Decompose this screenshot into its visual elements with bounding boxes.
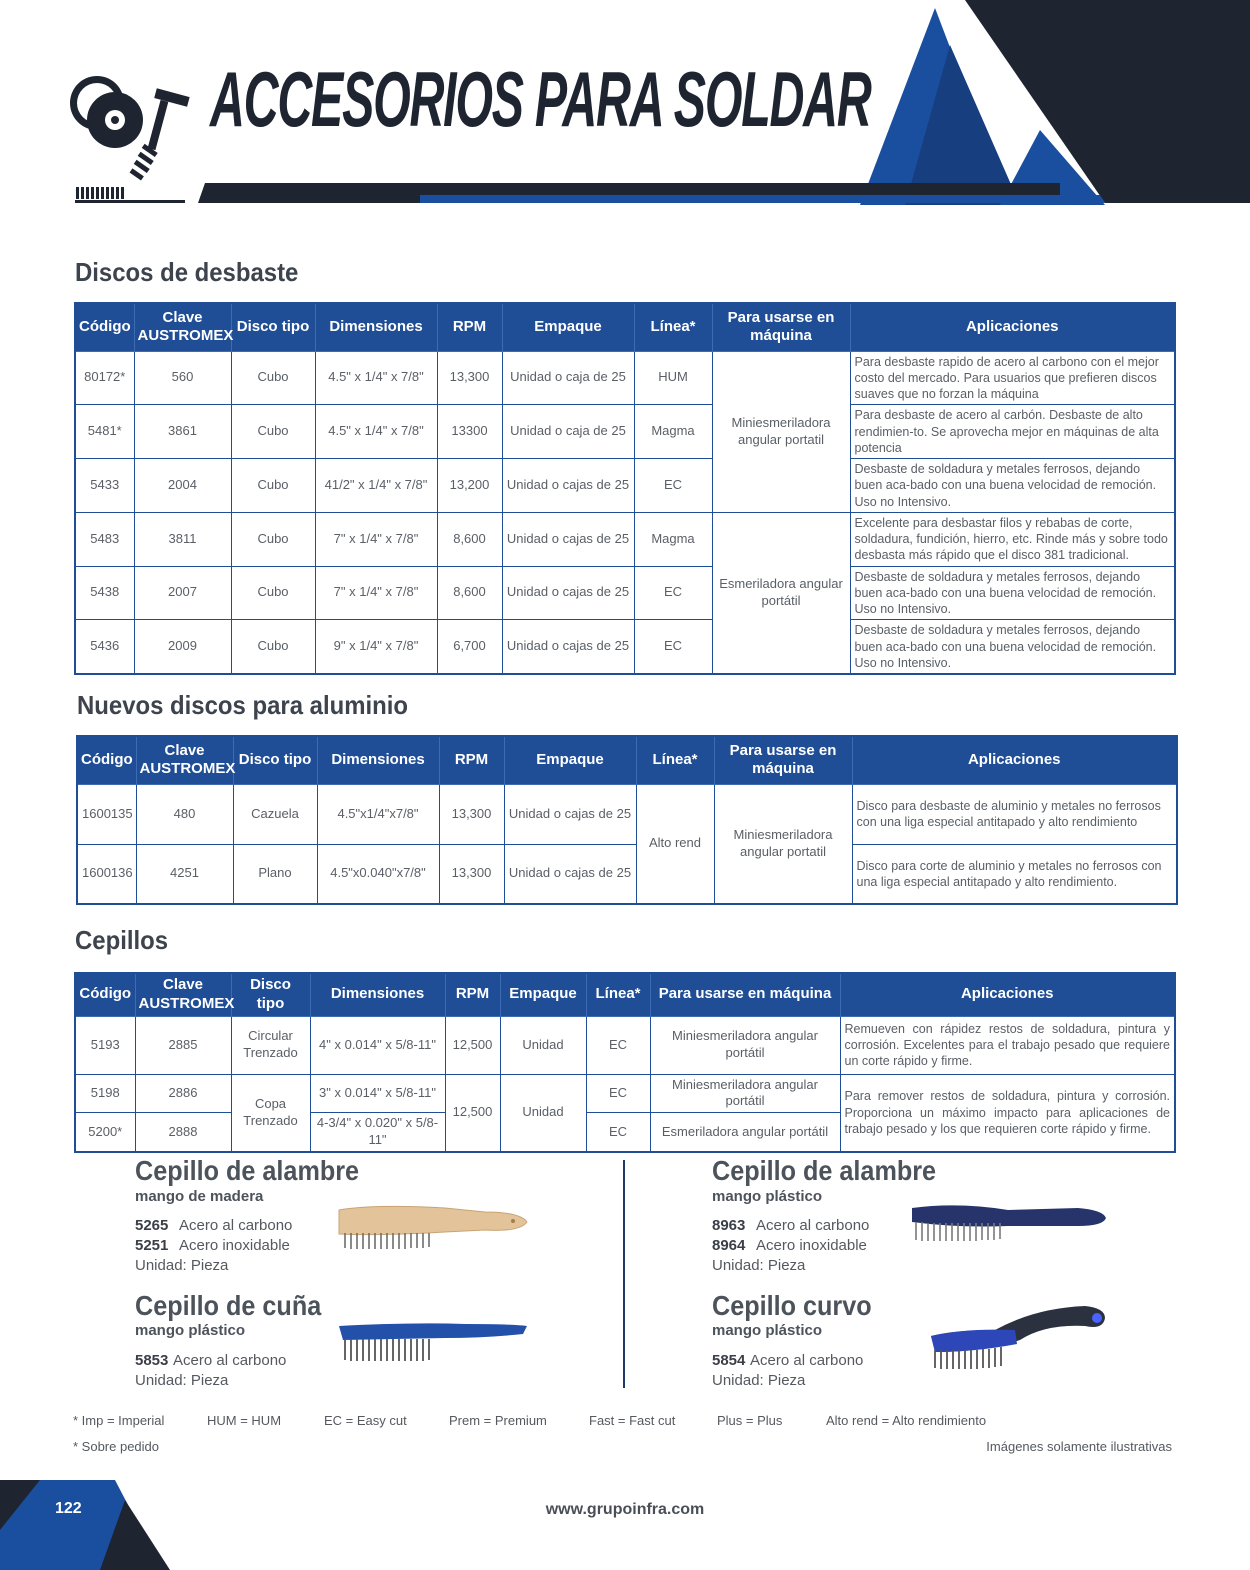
footer-background-shapes	[0, 1480, 260, 1570]
cell-linea: Magma	[634, 405, 712, 459]
cell-dimensiones: 41/2" x 1/4" x 7/8"	[315, 459, 437, 513]
col-header: Código	[77, 736, 136, 784]
table-row	[77, 844, 1177, 904]
col-header: RPM	[437, 303, 502, 351]
product-code: 5251	[135, 1237, 169, 1254]
cell-clave: 2888	[135, 1113, 231, 1152]
cell-aplicaciones: Para desbaste de acero al carbón. Desbaste de alto rendimien-to. Se aprovecha mejor en máquinas de alta potencia	[850, 405, 1175, 459]
wire-brush-plastic-handle-icon	[908, 1198, 1108, 1253]
cell-rpm: 12,500	[445, 1016, 500, 1074]
cell-rpm: 12,500	[445, 1074, 500, 1152]
cell-linea: Magma	[634, 512, 712, 566]
cell-rpm: 8,600	[437, 512, 502, 566]
cell-rpm: 13300	[437, 405, 502, 459]
cell-dimensiones: 4" x 0.014" x 5/8-11"	[310, 1016, 445, 1074]
cell-clave: 2885	[135, 1016, 231, 1074]
col-header: RPM	[439, 736, 504, 784]
product-item	[135, 1237, 290, 1254]
cell-tipo: Cubo	[231, 512, 315, 566]
product-item	[712, 1352, 863, 1369]
cell-codigo: 1600135	[77, 784, 136, 844]
cell-maquina: Esmeriladora angular portátil	[712, 512, 850, 674]
col-header: Disco tipo	[231, 303, 315, 351]
product-subtitle: mango plástico	[712, 1188, 823, 1205]
cell-tipo: Cubo	[231, 459, 315, 513]
col-header: Código	[75, 973, 135, 1016]
product-item	[135, 1217, 292, 1234]
table-row	[77, 784, 1177, 844]
col-header: Línea*	[636, 736, 714, 784]
cell-dimensiones: 9" x 1/4" x 7/8"	[315, 620, 437, 674]
cell-aplicaciones: Excelente para desbastar filos y rebabas de corte, soldadura, fundición, hierro, etc. Rinde más y sobre todo desbasta más rápido que el disco 381 tradicional.	[850, 512, 1175, 566]
cell-rpm: 13,300	[437, 351, 502, 405]
cell-maquina: Miniesmeriladora angular portatil	[714, 784, 852, 904]
product-code: 5854	[712, 1352, 746, 1369]
product-desc: Acero inoxidable	[179, 1237, 290, 1254]
website-link[interactable]: www.grupoinfra.com	[545, 1501, 705, 1518]
section-title-cepillos: Cepillos	[75, 925, 169, 955]
section-title-discos-desbaste: Discos de desbaste	[75, 257, 299, 287]
col-header: Empaque	[500, 973, 586, 1016]
col-header: Empaque	[504, 736, 636, 784]
table-row	[75, 512, 1175, 566]
legend-item: HUM = HUM	[207, 1413, 282, 1428]
product-code: 5853	[135, 1352, 169, 1369]
product-unit: Unidad: Pieza	[712, 1372, 806, 1389]
cell-dimensiones: 4.5"x1/4"x7/8"	[317, 784, 439, 844]
table-row	[75, 405, 1175, 459]
cell-empaque: Unidad o cajas de 25	[502, 620, 634, 674]
cell-linea: EC	[634, 620, 712, 674]
table-header-row	[75, 973, 1175, 1016]
cell-linea: EC	[634, 459, 712, 513]
legend-sobre-pedido: * Sobre pedido	[73, 1439, 160, 1454]
legend-item: Plus = Plus	[717, 1413, 783, 1428]
cell-empaque: Unidad o cajas de 25	[504, 844, 636, 904]
cell-maquina: Esmeriladora angular portátil	[650, 1113, 840, 1152]
col-header: RPM	[445, 973, 500, 1016]
cell-empaque: Unidad	[500, 1074, 586, 1152]
product-code: 8963	[712, 1217, 746, 1234]
cell-clave: 3861	[134, 405, 231, 459]
cell-empaque: Unidad o cajas de 25	[502, 459, 634, 513]
cell-tipo: Copa Trenzado	[231, 1074, 310, 1152]
col-header: Línea*	[586, 973, 650, 1016]
legend-item: Prem = Premium	[449, 1413, 547, 1428]
cell-tipo: Cubo	[231, 405, 315, 459]
product-subtitle: mango plástico	[712, 1322, 823, 1339]
table-row	[75, 620, 1175, 674]
cell-tipo: Cazuela	[233, 784, 317, 844]
cell-clave: 2007	[134, 566, 231, 620]
table-row	[75, 1074, 1175, 1113]
cell-linea: EC	[586, 1016, 650, 1074]
col-header: Aplicaciones	[852, 736, 1177, 784]
cell-aplicaciones: Remueven con rápidez restos de soldadura, pintura y corrosión. Excelentes para el trabajo pesado que requiere un corte rápido y firme.	[840, 1016, 1175, 1074]
product-title: Cepillo de alambre	[135, 1155, 360, 1186]
cell-tipo: Cubo	[231, 620, 315, 674]
table-row	[75, 459, 1175, 513]
product-title: Cepillo de cuña	[135, 1290, 322, 1321]
cell-linea: EC	[586, 1113, 650, 1152]
product-title: Cepillo curvo	[712, 1290, 872, 1321]
cell-codigo: 5198	[75, 1074, 135, 1113]
col-header: Aplicaciones	[850, 303, 1175, 351]
cell-dimensiones: 4.5" x 1/4" x 7/8"	[315, 405, 437, 459]
col-header: Para usarse en máquina	[650, 973, 840, 1016]
col-header: Línea*	[634, 303, 712, 351]
col-header: Para usarse en máquina	[714, 736, 852, 784]
cell-aplicaciones: Para desbaste rapido de acero al carbono con el mejor costo del mercado. Para usuarios que prefieren discos suaves que no forzan la máquina	[850, 351, 1175, 405]
col-header: Clave AUSTROMEX	[134, 303, 231, 351]
legend-item: Fast = Fast cut	[589, 1413, 676, 1428]
product-subtitle: mango plástico	[135, 1322, 246, 1339]
cell-rpm: 8,600	[437, 566, 502, 620]
product-item	[135, 1352, 286, 1369]
cell-linea: Alto rend	[636, 784, 714, 904]
cell-clave: 2004	[134, 459, 231, 513]
cell-maquina: Miniesmeriladora angular portátil	[650, 1074, 840, 1113]
cell-codigo: 5200*	[75, 1113, 135, 1152]
cell-tipo: Cubo	[231, 351, 315, 405]
legend-item: Alto rend = Alto rendimiento	[826, 1413, 987, 1428]
table-header-row	[75, 303, 1175, 351]
product-title: Cepillo de alambre	[712, 1155, 937, 1186]
table-row	[75, 351, 1175, 405]
curved-brush-icon	[925, 1300, 1110, 1375]
col-header: Disco tipo	[233, 736, 317, 784]
cell-codigo: 1600136	[77, 844, 136, 904]
cell-clave: 2886	[135, 1074, 231, 1113]
product-code: 8964	[712, 1237, 746, 1254]
table-row	[75, 566, 1175, 620]
cell-codigo: 5483	[75, 512, 134, 566]
product-subtitle: mango de madera	[135, 1188, 264, 1205]
col-header: Aplicaciones	[840, 973, 1175, 1016]
discos-desbaste-table	[74, 302, 1176, 675]
legend-item: * Imp = Imperial	[73, 1413, 165, 1428]
col-header: Dimensiones	[317, 736, 439, 784]
cell-dimensiones: 4-3/4" x 0.020" x 5/8-11"	[310, 1113, 445, 1152]
wedge-brush-icon	[335, 1318, 530, 1373]
product-item	[712, 1237, 867, 1254]
wire-brush-wood-handle-icon	[335, 1200, 530, 1260]
page-number: 122	[55, 1500, 82, 1517]
cell-clave: 3811	[134, 512, 231, 566]
cell-codigo: 5433	[75, 459, 134, 513]
product-code: 5265	[135, 1217, 169, 1234]
cell-clave: 480	[136, 784, 233, 844]
cell-dimensiones: 4.5"x0.040"x7/8"	[317, 844, 439, 904]
cell-aplicaciones: Para remover restos de soldadura, pintura y corrosión. Proporciona un máximo impacto para aplicaciones de trabajo pesado y los que requieren corte rápido y firme.	[840, 1074, 1175, 1152]
col-header: Dimensiones	[310, 973, 445, 1016]
cell-codigo: 5436	[75, 620, 134, 674]
cell-tipo: Circular Trenzado	[231, 1016, 310, 1074]
cell-dimensiones: 3" x 0.014" x 5/8-11"	[310, 1074, 445, 1113]
cell-empaque: Unidad	[500, 1016, 586, 1074]
col-header: Empaque	[502, 303, 634, 351]
cell-maquina: Miniesmeriladora angular portátil	[650, 1016, 840, 1074]
cell-aplicaciones: Desbaste de soldadura y metales ferrosos, dejando buen aca-bado con una buena velocidad de remoción. Uso no Intensivo.	[850, 566, 1175, 620]
cell-linea: EC	[634, 566, 712, 620]
cell-tipo: Cubo	[231, 566, 315, 620]
cell-tipo: Plano	[233, 844, 317, 904]
cell-aplicaciones: Desbaste de soldadura y metales ferrosos, dejando buen aca-bado con una buena velocidad de remoción. Uso no Intensivo.	[850, 459, 1175, 513]
page-title: ACCESORIOS PARA SOLDAR	[210, 55, 871, 143]
cell-empaque: Unidad o cajas de 25	[502, 512, 634, 566]
cell-dimensiones: 7" x 1/4" x 7/8"	[315, 566, 437, 620]
col-header: Código	[75, 303, 134, 351]
cell-dimensiones: 7" x 1/4" x 7/8"	[315, 512, 437, 566]
cell-linea: HUM	[634, 351, 712, 405]
col-header: Clave AUSTROMEX	[135, 973, 231, 1016]
cell-empaque: Unidad o cajas de 25	[502, 566, 634, 620]
cell-rpm: 6,700	[437, 620, 502, 674]
cell-codigo: 5438	[75, 566, 134, 620]
cell-rpm: 13,300	[439, 844, 504, 904]
cell-rpm: 13,300	[439, 784, 504, 844]
col-header: Para usarse en máquina	[712, 303, 850, 351]
cell-clave: 4251	[136, 844, 233, 904]
cell-aplicaciones: Disco para corte de aluminio y metales no ferrosos con una liga especial antitapado y alto rendimiento.	[852, 844, 1177, 904]
cepillos-table	[74, 972, 1176, 1153]
col-header: Clave AUSTROMEX	[136, 736, 233, 784]
product-unit: Unidad: Pieza	[135, 1257, 229, 1274]
product-divider	[623, 1160, 625, 1388]
product-desc: Acero al carbono	[173, 1352, 287, 1369]
col-header: Disco tipo	[231, 973, 310, 1016]
cell-clave: 560	[134, 351, 231, 405]
grinding-disc-hammer-icon	[70, 70, 195, 205]
product-unit: Unidad: Pieza	[135, 1372, 229, 1389]
discos-aluminio-table	[76, 735, 1178, 905]
cell-codigo: 5193	[75, 1016, 135, 1074]
section-title-discos-aluminio: Nuevos discos para aluminio	[77, 690, 408, 720]
product-desc: Acero al carbono	[179, 1217, 293, 1234]
product-desc: Acero al carbono	[756, 1217, 870, 1234]
cell-rpm: 13,200	[437, 459, 502, 513]
product-item	[712, 1217, 869, 1234]
legend-item: EC = Easy cut	[324, 1413, 407, 1428]
cell-maquina: Miniesmeriladora angular portatil	[712, 351, 850, 512]
cell-dimensiones: 4.5" x 1/4" x 7/8"	[315, 351, 437, 405]
cell-linea: EC	[586, 1074, 650, 1113]
cell-codigo: 5481*	[75, 405, 134, 459]
cell-clave: 2009	[134, 620, 231, 674]
cell-empaque: Unidad o caja de 25	[502, 405, 634, 459]
product-desc: Acero al carbono	[750, 1352, 864, 1369]
col-header: Dimensiones	[315, 303, 437, 351]
table-row	[75, 1016, 1175, 1074]
cell-aplicaciones: Desbaste de soldadura y metales ferrosos, dejando buen aca-bado con una buena velocidad de remoción. Uso no Intensivo.	[850, 620, 1175, 674]
cell-empaque: Unidad o cajas de 25	[504, 784, 636, 844]
image-disclaimer: Imágenes solamente ilustrativas	[986, 1439, 1172, 1454]
table-header-row	[77, 736, 1177, 784]
cell-codigo: 80172*	[75, 351, 134, 405]
product-desc: Acero inoxidable	[756, 1237, 867, 1254]
product-unit: Unidad: Pieza	[712, 1257, 806, 1274]
cell-empaque: Unidad o caja de 25	[502, 351, 634, 405]
cell-aplicaciones: Disco para desbaste de aluminio y metales no ferrosos con una liga especial antitapado y alto rendimiento	[852, 784, 1177, 844]
